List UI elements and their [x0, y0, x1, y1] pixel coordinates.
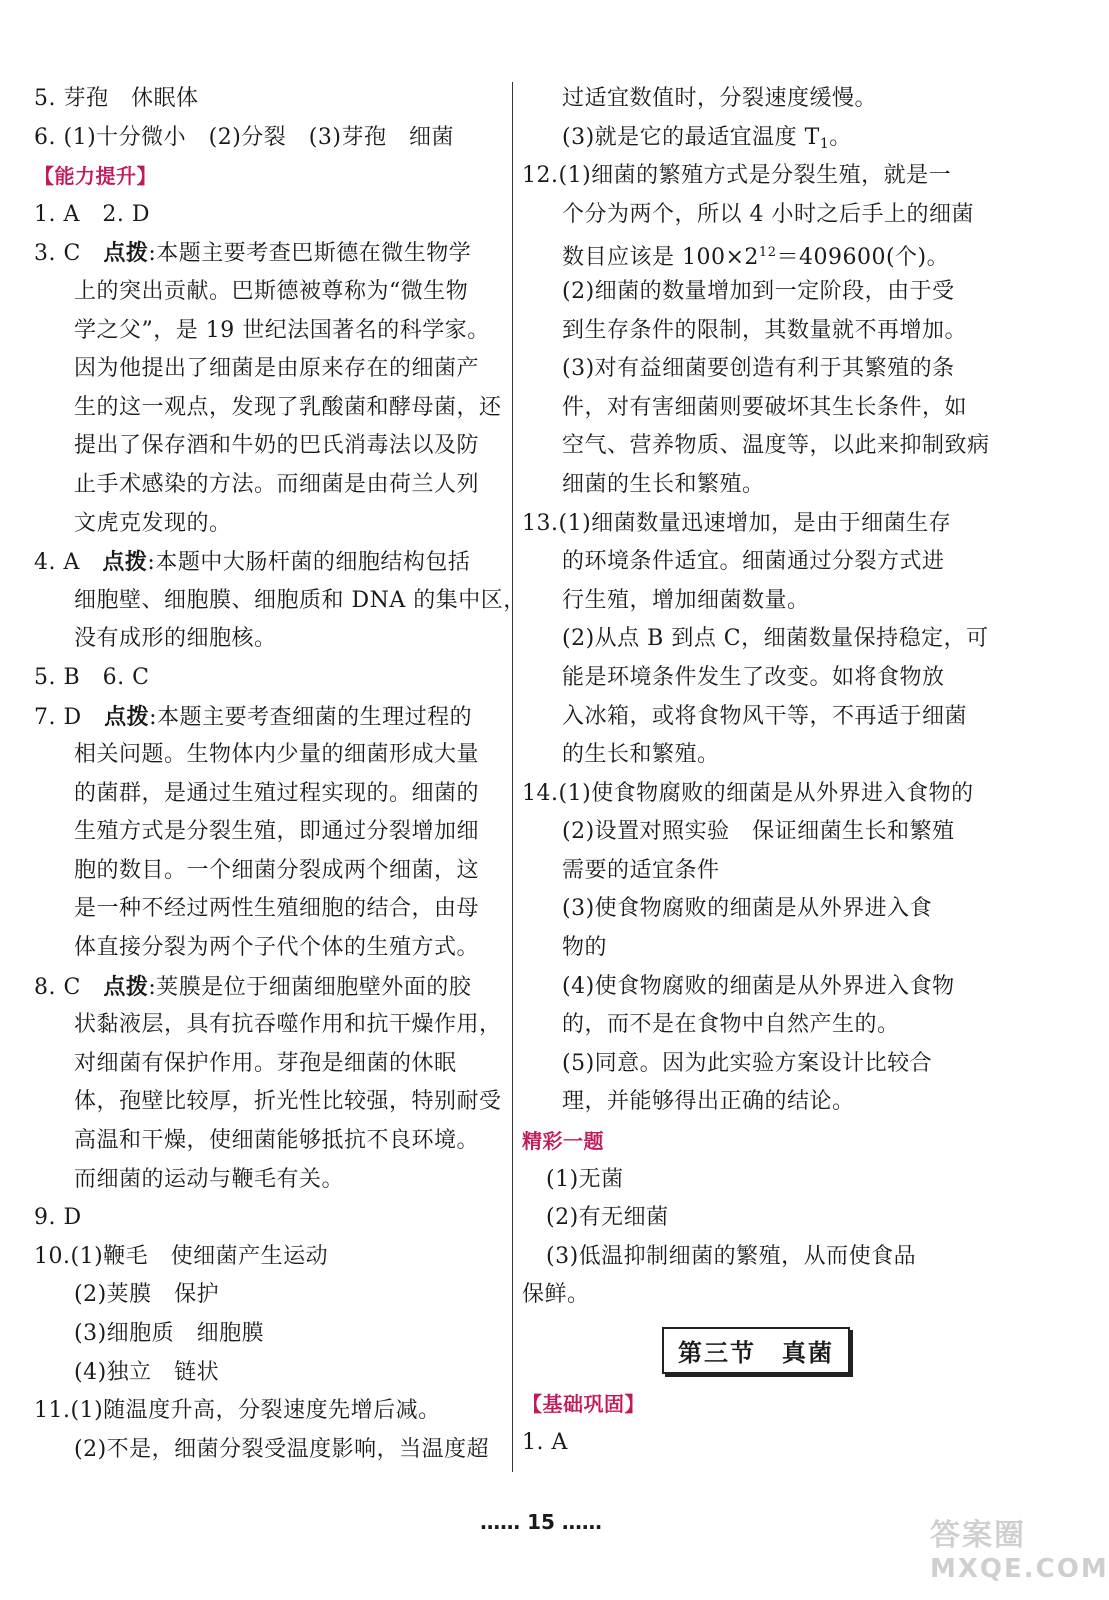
- section-label-basic: 【基础巩固】: [522, 1392, 645, 1416]
- answer-line-q14: [522, 775, 990, 814]
- answer-line: 是一种不经过两性生殖细胞的结合，由母: [74, 896, 480, 922]
- answer-line: 上的突出贡献。巴斯德被尊称为“微生物: [74, 278, 469, 304]
- page-number-footer: [0, 1510, 1082, 1534]
- answer-line: 体，孢壁比较厚，折光性比较强，特别耐受: [74, 1089, 502, 1115]
- answer-text: (1)随温度升高，分裂速度先增后减。: [70, 1398, 441, 1424]
- answer-line-q10: [34, 1238, 504, 1277]
- section-heading-wrap: [522, 1315, 990, 1385]
- subscript: 1: [819, 135, 830, 152]
- dots-left: ……: [480, 1510, 521, 1534]
- answer-line: 物的: [562, 935, 608, 961]
- answer-line: 细胞壁、细胞膜、细胞质和 DNA 的集中区，: [74, 587, 526, 613]
- answer-line: 的菌群，是通过生殖过程实现的。细菌的: [74, 780, 480, 806]
- answer-line: [522, 119, 990, 158]
- answer-line: 高温和干燥，使细菌能够抵抗不良环境。: [74, 1128, 480, 1154]
- answer-line: 没有成形的细胞核。: [74, 626, 277, 652]
- superscript: 12: [758, 245, 777, 261]
- answer-text: ＝409600(个)。: [776, 245, 950, 271]
- question-number: 13.: [522, 510, 559, 536]
- answer-line: (2)细菌的数量增加到一定阶段，由于受: [562, 278, 955, 304]
- answer-line-q7: [34, 698, 504, 737]
- answer-line: 的生长和繁殖。: [562, 742, 720, 768]
- answer-line: 9. D: [34, 1205, 82, 1231]
- answer-text: (1)使食物腐败的细菌是从外界进入食物的: [558, 780, 974, 806]
- left-column: [34, 80, 526, 1469]
- answer-line: 胞的数目。一个细菌分裂成两个细菌，这: [74, 857, 480, 883]
- answer-line: 相关问题。生物体内少量的细菌形成大量: [74, 742, 480, 768]
- answer-text: (3)就是它的最适宜温度 T: [562, 124, 820, 150]
- answer-text: :本题主要考查细菌的生理过程的: [149, 704, 473, 730]
- answer-line: 1. A 2. D: [34, 201, 150, 227]
- answer-line: (2)不是，细菌分裂受温度影响，当温度超: [74, 1436, 490, 1462]
- answer-line: (3)使食物腐败的细菌是从外界进入食: [562, 896, 933, 922]
- answer-line: 过适宜数值时，分裂速度缓慢。: [562, 86, 878, 111]
- answer-line-q12: [522, 157, 990, 196]
- question-number: 8. C: [34, 974, 81, 1000]
- answer-text: 。: [829, 124, 852, 150]
- answer-line: (4)使食物腐败的细菌是从外界进入食物: [562, 973, 955, 999]
- question-number: 12.: [522, 163, 559, 189]
- answer-text: (1)细菌的繁殖方式是分裂生殖，就是一: [558, 163, 952, 189]
- question-number: 14.: [522, 780, 559, 806]
- page-number: 15: [527, 1510, 555, 1534]
- answer-line: 保鲜。: [522, 1282, 590, 1308]
- answer-line: (4)独立 链状: [74, 1359, 220, 1385]
- answer-line: (3)对有益细菌要创造有利于其繁殖的条: [562, 356, 955, 382]
- answer-line: 生殖方式是分裂生殖，即通过分裂增加细: [74, 819, 480, 845]
- question-number: 11.: [34, 1398, 71, 1424]
- answer-line: 件，对有害细菌则要破坏其生长条件，如: [562, 394, 968, 420]
- question-number: 7. D: [34, 704, 82, 730]
- answer-line: 因为他提出了细菌是由原来存在的细菌产: [74, 356, 480, 382]
- hint-keyword: 点拨: [103, 973, 149, 1000]
- answer-line: 能是环境条件发生了改变。如将食物放: [562, 664, 945, 690]
- answer-line: (3)细胞质 细胞膜: [74, 1321, 265, 1346]
- answer-line: (2)荚膜 保护: [74, 1282, 220, 1308]
- watermark-text-bottom: MXQE.COM: [930, 1554, 1109, 1584]
- answer-line: 而细菌的运动与鞭毛有关。: [74, 1166, 345, 1192]
- answer-line: 对细菌有保护作用。芽孢是细菌的休眠: [74, 1050, 457, 1076]
- question-number: 4. A: [34, 550, 80, 576]
- column-divider: [512, 82, 513, 1472]
- answer-line: 止手术感染的方法。而细菌是由荷兰人列: [74, 471, 480, 497]
- answer-text: :本题中大肠杆菌的细胞结构包括: [147, 550, 471, 576]
- answer-line: (5)同意。因为此实验方案设计比较合: [562, 1050, 933, 1076]
- answer-line: 理，并能够得出正确的结论。: [562, 1089, 855, 1115]
- answer-line-q8: [34, 968, 504, 1007]
- answer-line: 6. (1)十分微小 (2)分裂 (3)芽孢 细菌: [34, 124, 454, 150]
- answer-line: 到生存条件的限制，其数量就不再增加。: [562, 317, 968, 343]
- question-number: 10.: [34, 1243, 71, 1269]
- answer-line: (3)低温抑制细菌的繁殖，从而使食品: [546, 1243, 917, 1269]
- answer-line: 体直接分裂为两个子代个体的生殖方式。: [74, 935, 480, 961]
- answer-line: [522, 234, 990, 273]
- hint-keyword: 点拨: [103, 240, 149, 267]
- answer-text: 数目应该是 100×2: [562, 245, 759, 271]
- answer-line: 生的这一观点，发现了乳酸菌和酵母菌，还: [74, 394, 502, 420]
- answer-line: 提出了保存酒和牛奶的巴氏消毒法以及防: [74, 433, 480, 459]
- answer-line-q11: [34, 1392, 504, 1431]
- answer-line-q4: [34, 543, 504, 582]
- answer-line-q3: [34, 234, 504, 273]
- hint-keyword: 点拨: [102, 549, 148, 576]
- section-label-ability: 【能力提升】: [34, 164, 157, 189]
- answer-line: 的环境条件适宜。细菌通过分裂方式进: [562, 549, 945, 575]
- answer-line: 5. 芽孢 休眠体: [34, 86, 199, 111]
- right-column: [522, 80, 990, 1462]
- answer-line: 学之父”，是 19 世纪法国著名的科学家。: [74, 317, 490, 343]
- answer-line-q13: [522, 505, 990, 544]
- answer-line: (2)从点 B 到点 C，细菌数量保持稳定，可: [562, 626, 989, 652]
- answer-line: 入冰箱，或将食物风干等，不再适于细菌: [562, 703, 968, 729]
- watermark-logo: [930, 1510, 1109, 1584]
- answer-line: 个分为两个，所以 4 小时之后手上的细菌: [562, 201, 974, 227]
- answer-text: :本题主要考查巴斯德在微生物学: [148, 241, 472, 267]
- section-label-exciting: 精彩一题: [522, 1129, 604, 1154]
- answer-line: 的，而不是在食物中自然产生的。: [562, 1012, 900, 1038]
- answer-text: (1)鞭毛 使细菌产生运动: [70, 1243, 329, 1269]
- answer-line: (1)无菌: [546, 1166, 624, 1192]
- answer-line: (2)设置对照实验 保证细菌生长和繁殖: [562, 819, 955, 845]
- dots-right: ……: [561, 1510, 602, 1534]
- answer-line: 1. A: [522, 1429, 568, 1455]
- hint-keyword: 点拨: [104, 703, 150, 730]
- answer-text: :荚膜是位于细菌细胞壁外面的胶: [148, 974, 472, 1000]
- answer-line: 空气、营养物质、温度等，以此来抑制致病: [562, 433, 990, 459]
- answer-line: 细菌的生长和繁殖。: [562, 471, 765, 497]
- answer-line: (2)有无细菌: [546, 1205, 669, 1231]
- answer-line: 5. B 6. C: [34, 664, 150, 690]
- question-number: 3. C: [34, 241, 81, 267]
- section-heading: 第三节 真菌: [662, 1327, 850, 1374]
- answer-line: 需要的适宜条件: [562, 857, 720, 883]
- answer-line: 状黏液层，具有抗吞噬作用和抗干燥作用，: [74, 1012, 502, 1038]
- answer-line: 文虎克发现的。: [74, 510, 232, 536]
- answer-line: 行生殖，增加细菌数量。: [562, 587, 810, 613]
- answer-text: (1)细菌数量迅速增加，是由于细菌生存: [558, 510, 952, 536]
- watermark-text-top: 答案圈: [930, 1518, 1026, 1553]
